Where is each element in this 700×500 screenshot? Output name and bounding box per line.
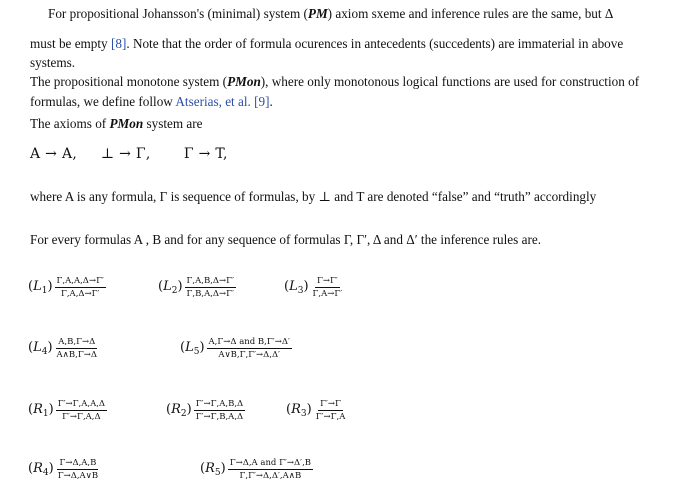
where-line: where A is any formula, Γ is sequence of formulas, by ⊥ and T are denoted “false” and “truth” accordingly bbox=[30, 189, 597, 204]
rule-l5: $(L_5)$ $\frac{\text{A,Γ→Δ and B,Γ′→Δ′}}{A\vee B,\Gamma,\Gamma'\to\Delta,\Delta'}$ bbox=[180, 337, 290, 360]
rule-r4: $(R_4)$ $\frac{\Gamma\to\Delta,A,B}{\Gamma\to\Delta,A\vee B}$ bbox=[28, 458, 99, 481]
rule-r1: $(R_1)$ $\frac{\Gamma'\to\Gamma,A,A,\Delta}{\Gamma'\to\Gamma,A,\Delta}$ bbox=[28, 399, 106, 422]
citation-atserias[interactable]: Atserias, et al. [9] bbox=[175, 94, 270, 109]
every-formulas-line: For every formulas A , B and for any sequence of formulas Γ, Γ′, Δ and Δ′ the inference rules are. bbox=[30, 232, 541, 247]
rule-l1: $(L_1)$ $\frac{\Gamma,A,A,\Delta\to\Gamma'}{\Gamma,A,\Delta\to\Gamma'}$ bbox=[28, 276, 104, 299]
paragraph-2-line-1: The propositional monotone system (PMon), where only monotonous logical functions are used for construction of bbox=[30, 74, 640, 89]
paragraph-1-line-2: must be empty [8]. Note that the order of formula ocurences in antecedents (succedents) are immaterial in above bbox=[30, 36, 624, 51]
paragraph-1-line-3: systems. bbox=[30, 55, 76, 70]
rule-r3: $(R_3)$ $\frac{\Gamma'\to\Gamma}{\Gamma'\to\Gamma,A}$ bbox=[286, 399, 346, 422]
citation-8[interactable]: [8] bbox=[110, 36, 127, 51]
paragraph-3: The axioms of PMon system are bbox=[30, 116, 203, 131]
rule-l3: $(L_3)$ $\frac{\Gamma\to\Gamma'}{\Gamma,A\to\Gamma'}$ bbox=[284, 276, 343, 299]
rule-r5: $(R_5)$ $\frac{\text{Γ→Δ,A and Γ′→Δ′,B}}{\Gamma,\Gamma'\to\Delta,\Delta',A\wedge B}$ bbox=[200, 458, 312, 481]
paragraph-1-line-1: For propositional Johansson's (minimal) system (PM) axiom sxeme and inference rules are the same, but Δ bbox=[48, 6, 614, 21]
rule-l4: $(L_4)$ $\frac{A,B,\Gamma\to\Delta}{A\wedge B,\Gamma\to\Delta}$ bbox=[28, 337, 97, 360]
rule-l2: $(L_2)$ $\frac{\Gamma,A,B,\Delta\to\Gamma'}{\Gamma,B,A,\Delta\to\Gamma'}$ bbox=[158, 276, 235, 299]
paragraph-2-line-2: formulas, we define follow Atserias, et al. [9]. bbox=[30, 94, 273, 109]
axioms-line: A → A, ⊥ → Γ, Γ → T, bbox=[30, 146, 228, 162]
rule-r2: $(R_2)$ $\frac{\Gamma'\to\Gamma,A,B,\Delta}{\Gamma'\to\Gamma,B,A,\Delta}$ bbox=[166, 399, 244, 422]
